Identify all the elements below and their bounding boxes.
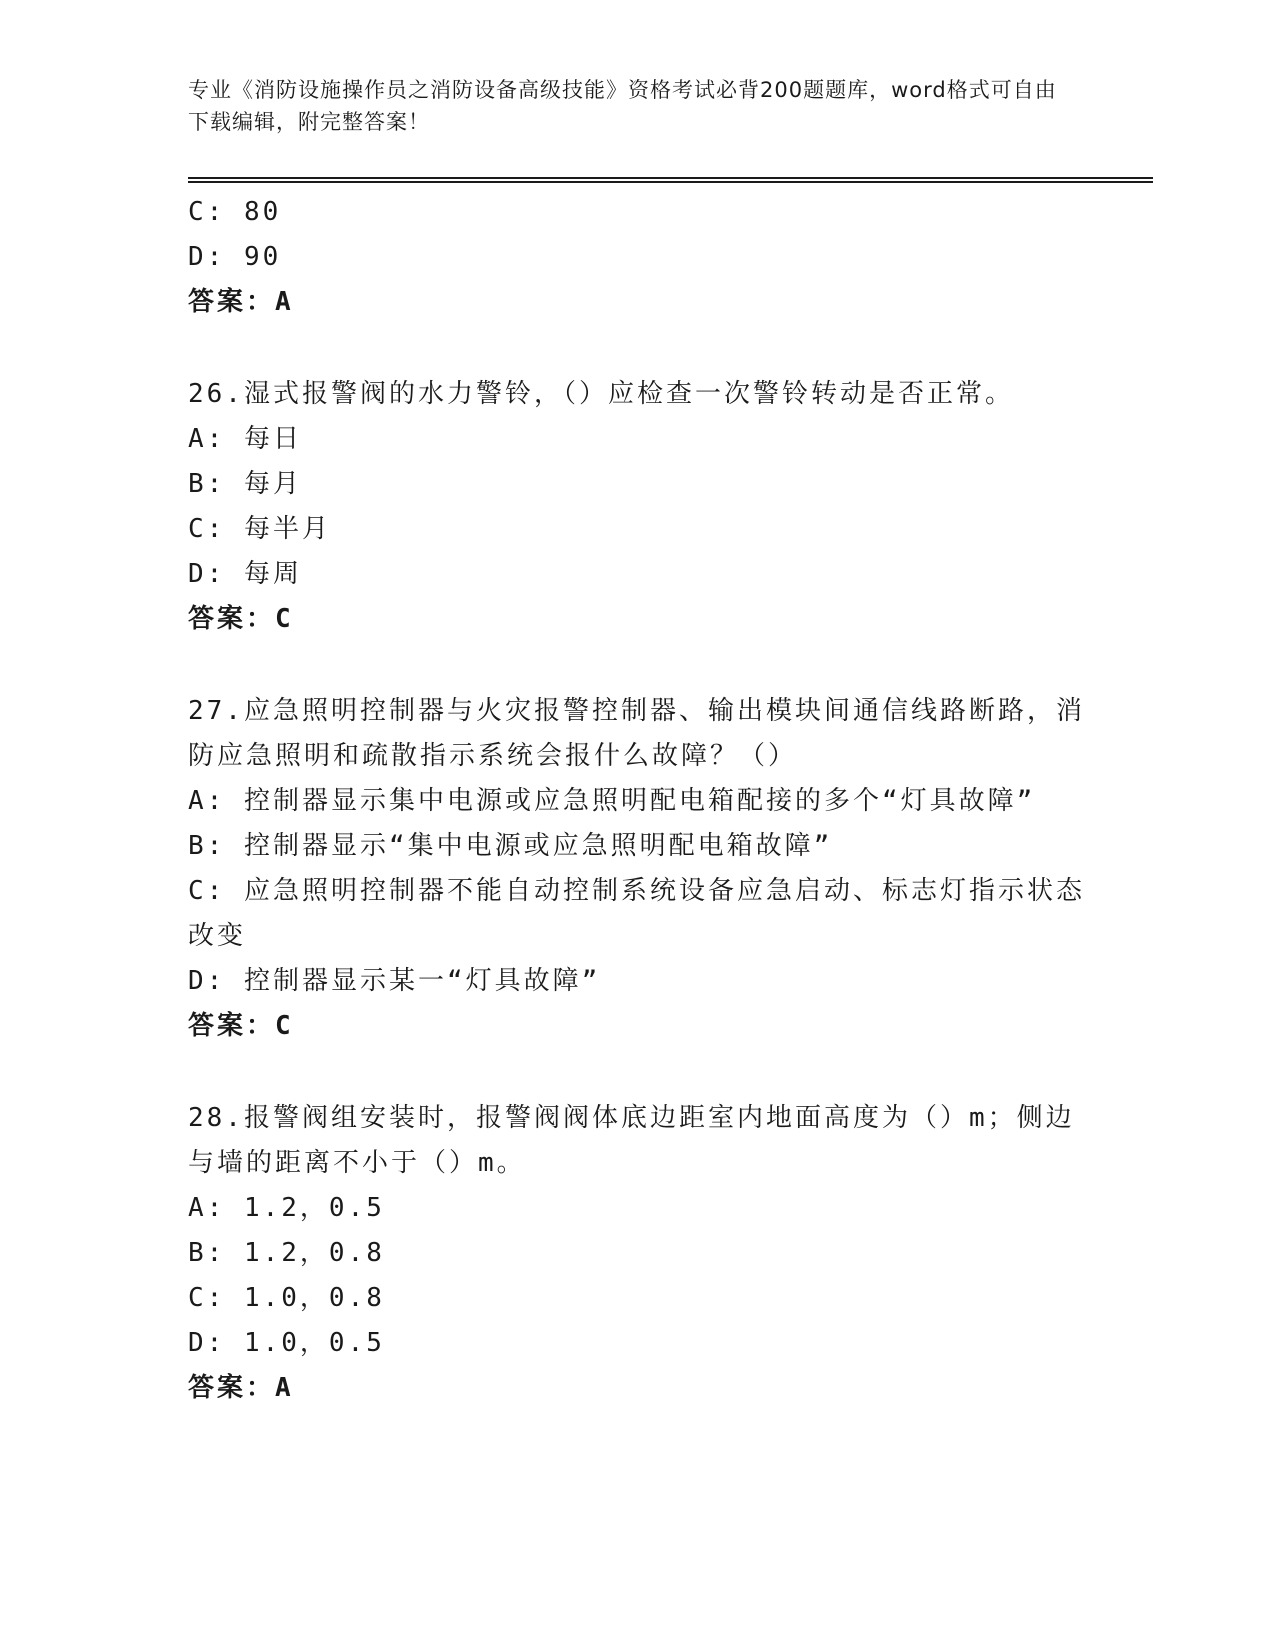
option-b: B: 每月 — [188, 469, 302, 499]
answer-line: 答案：A — [188, 1373, 294, 1403]
question-26 — [188, 372, 1088, 642]
option-b: B: 1.2，0.8 — [188, 1238, 385, 1268]
spacer — [188, 1049, 1088, 1094]
option-d: D: 1.0，0.5 — [188, 1328, 385, 1358]
spacer — [188, 642, 1088, 687]
option-a: A: 控制器显示集中电源或应急照明配电箱配接的多个“灯具故障” — [188, 786, 1036, 816]
header-divider-bottom — [188, 181, 1153, 183]
option-c: C: 80 — [188, 197, 282, 227]
header-divider-top — [188, 177, 1153, 179]
option-c: C: 应急照明控制器不能自动控制系统设备应急启动、标志灯指示状态改变 — [188, 876, 1085, 951]
question-27 — [188, 689, 1088, 1049]
answer-line: 答案：A — [188, 287, 294, 317]
option-d: D: 控制器显示某一“灯具故障” — [188, 966, 601, 996]
question-28 — [188, 1096, 1088, 1411]
question-list — [188, 190, 1088, 1411]
question-stem: 26.湿式报警阀的水力警铃，（）应检查一次警铃转动是否正常。 — [188, 379, 1014, 409]
option-b: B: 控制器显示“集中电源或应急照明配电箱故障” — [188, 831, 833, 861]
option-a: A: 1.2，0.5 — [188, 1193, 385, 1223]
option-d: D: 90 — [188, 242, 282, 272]
option-c: C: 1.0，0.8 — [188, 1283, 385, 1313]
answer-line: 答案：C — [188, 1011, 294, 1041]
spacer — [188, 325, 1088, 370]
question-stem: 27.应急照明控制器与火灾报警控制器、输出模块间通信线路断路，消防应急照明和疏散指示系统会报什么故障？（） — [188, 696, 1085, 771]
option-c: C: 每半月 — [188, 514, 331, 544]
option-d: D: 每周 — [188, 559, 302, 589]
page-header: 专业《消防设施操作员之消防设备高级技能》资格考试必背200题题库，word格式可自由下载编辑，附完整答案！ — [188, 78, 1057, 134]
partial-question — [188, 190, 1088, 325]
question-stem: 28.报警阀组安装时，报警阀阀体底边距室内地面高度为（）m；侧边与墙的距离不小于（）m。 — [188, 1103, 1075, 1178]
option-a: A: 每日 — [188, 424, 302, 454]
answer-line: 答案：C — [188, 604, 294, 634]
